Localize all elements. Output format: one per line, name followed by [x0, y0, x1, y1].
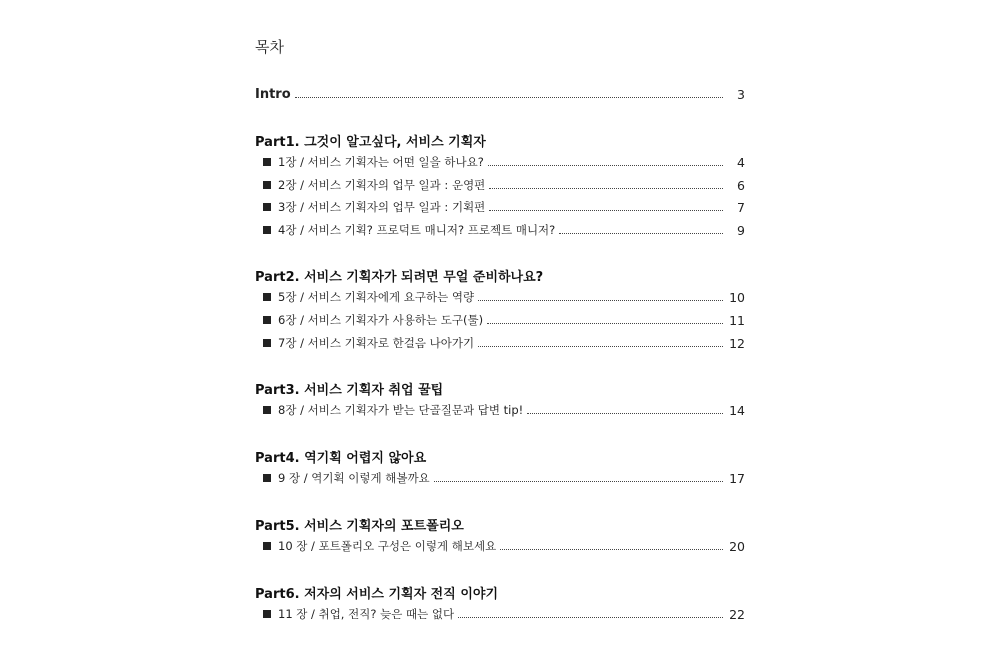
- toc-page-number: 3: [737, 86, 745, 102]
- dot-leader: [487, 323, 723, 324]
- dot-leader: [489, 210, 723, 211]
- toc-page-number: 22: [729, 606, 745, 622]
- toc-item-label: 8장 / 서비스 기획자가 받는 단골질문과 답변 tip!: [278, 403, 524, 417]
- square-bullet-icon: [263, 316, 271, 324]
- toc-page-number: 20: [729, 538, 745, 554]
- toc-item[interactable]: [255, 333, 745, 353]
- dot-leader: [488, 165, 723, 166]
- part-title: Part1. 그것이 알고싶다, 서비스 기획자: [255, 135, 486, 150]
- toc-page-number: 11: [729, 312, 745, 328]
- square-bullet-icon: [263, 203, 271, 211]
- toc-item[interactable]: [255, 536, 745, 556]
- dot-leader: [295, 97, 723, 98]
- toc-page-number: 10: [729, 289, 745, 305]
- square-bullet-icon: [263, 293, 271, 301]
- toc-page-number: 17: [729, 470, 745, 486]
- toc-item[interactable]: [255, 468, 745, 488]
- toc-item-label: 1장 / 서비스 기획자는 어떤 일을 하나요?: [278, 155, 484, 169]
- toc-item-label: 3장 / 서비스 기획자의 업무 일과 : 기획편: [278, 200, 486, 214]
- square-bullet-icon: [263, 158, 271, 166]
- toc-item[interactable]: [255, 152, 745, 172]
- square-bullet-icon: [263, 339, 271, 347]
- part-title: Part5. 서비스 기획자의 포트폴리오: [255, 519, 464, 534]
- toc-item-label: 7장 / 서비스 기획자로 한걸음 나아가기: [278, 336, 475, 350]
- toc-item-label: 5장 / 서비스 기획자에게 요구하는 역량: [278, 290, 475, 304]
- square-bullet-icon: [263, 610, 271, 618]
- toc-item[interactable]: [255, 175, 745, 195]
- dot-leader: [478, 346, 723, 347]
- dot-leader: [458, 617, 723, 618]
- square-bullet-icon: [263, 474, 271, 482]
- toc-page-number: 7: [737, 199, 745, 215]
- dot-leader: [434, 481, 723, 482]
- toc-page-number: 4: [737, 154, 745, 170]
- toc-item[interactable]: [255, 604, 745, 624]
- toc-heading: 목차: [255, 38, 284, 56]
- toc-item-label: 4장 / 서비스 기획? 프로덕트 매니저? 프로젝트 매니저?: [278, 223, 556, 237]
- toc-item[interactable]: [255, 400, 745, 420]
- toc-intro-row[interactable]: [255, 84, 745, 104]
- toc-item[interactable]: [255, 287, 745, 307]
- toc-item-label: 2장 / 서비스 기획자의 업무 일과 : 운영편: [278, 178, 486, 192]
- toc-item-label: 9 장 / 역기획 이렇게 해볼까요: [278, 471, 430, 485]
- toc-item[interactable]: [255, 197, 745, 217]
- square-bullet-icon: [263, 406, 271, 414]
- toc-item-label: 6장 / 서비스 기획자가 사용하는 도구(툴): [278, 313, 484, 327]
- toc-item[interactable]: [255, 310, 745, 330]
- part-title: Part2. 서비스 기획자가 되려면 무얼 준비하나요?: [255, 270, 544, 285]
- dot-leader: [500, 549, 723, 550]
- dot-leader: [559, 233, 723, 234]
- square-bullet-icon: [263, 226, 271, 234]
- dot-leader: [527, 413, 723, 414]
- part-title: Part4. 역기획 어렵지 않아요: [255, 451, 427, 466]
- table-of-contents: [255, 0, 745, 667]
- dot-leader: [489, 188, 723, 189]
- toc-page-number: 9: [737, 222, 745, 238]
- square-bullet-icon: [263, 181, 271, 189]
- part-title: Part3. 서비스 기획자 취업 꿀팁: [255, 383, 444, 398]
- toc-page-number: 12: [729, 335, 745, 351]
- part-title: Part6. 저자의 서비스 기획자 전직 이야기: [255, 587, 499, 602]
- toc-page-number: 14: [729, 402, 745, 418]
- toc-item-label: 10 장 / 포트폴리오 구성은 이렇게 해보세요: [278, 539, 497, 553]
- toc-page-number: 6: [737, 177, 745, 193]
- toc-item[interactable]: [255, 220, 745, 240]
- square-bullet-icon: [263, 542, 271, 550]
- dot-leader: [478, 300, 723, 301]
- toc-item-label: 11 장 / 취업, 전직? 늦은 때는 없다: [278, 607, 455, 621]
- toc-intro-label: Intro: [255, 86, 291, 102]
